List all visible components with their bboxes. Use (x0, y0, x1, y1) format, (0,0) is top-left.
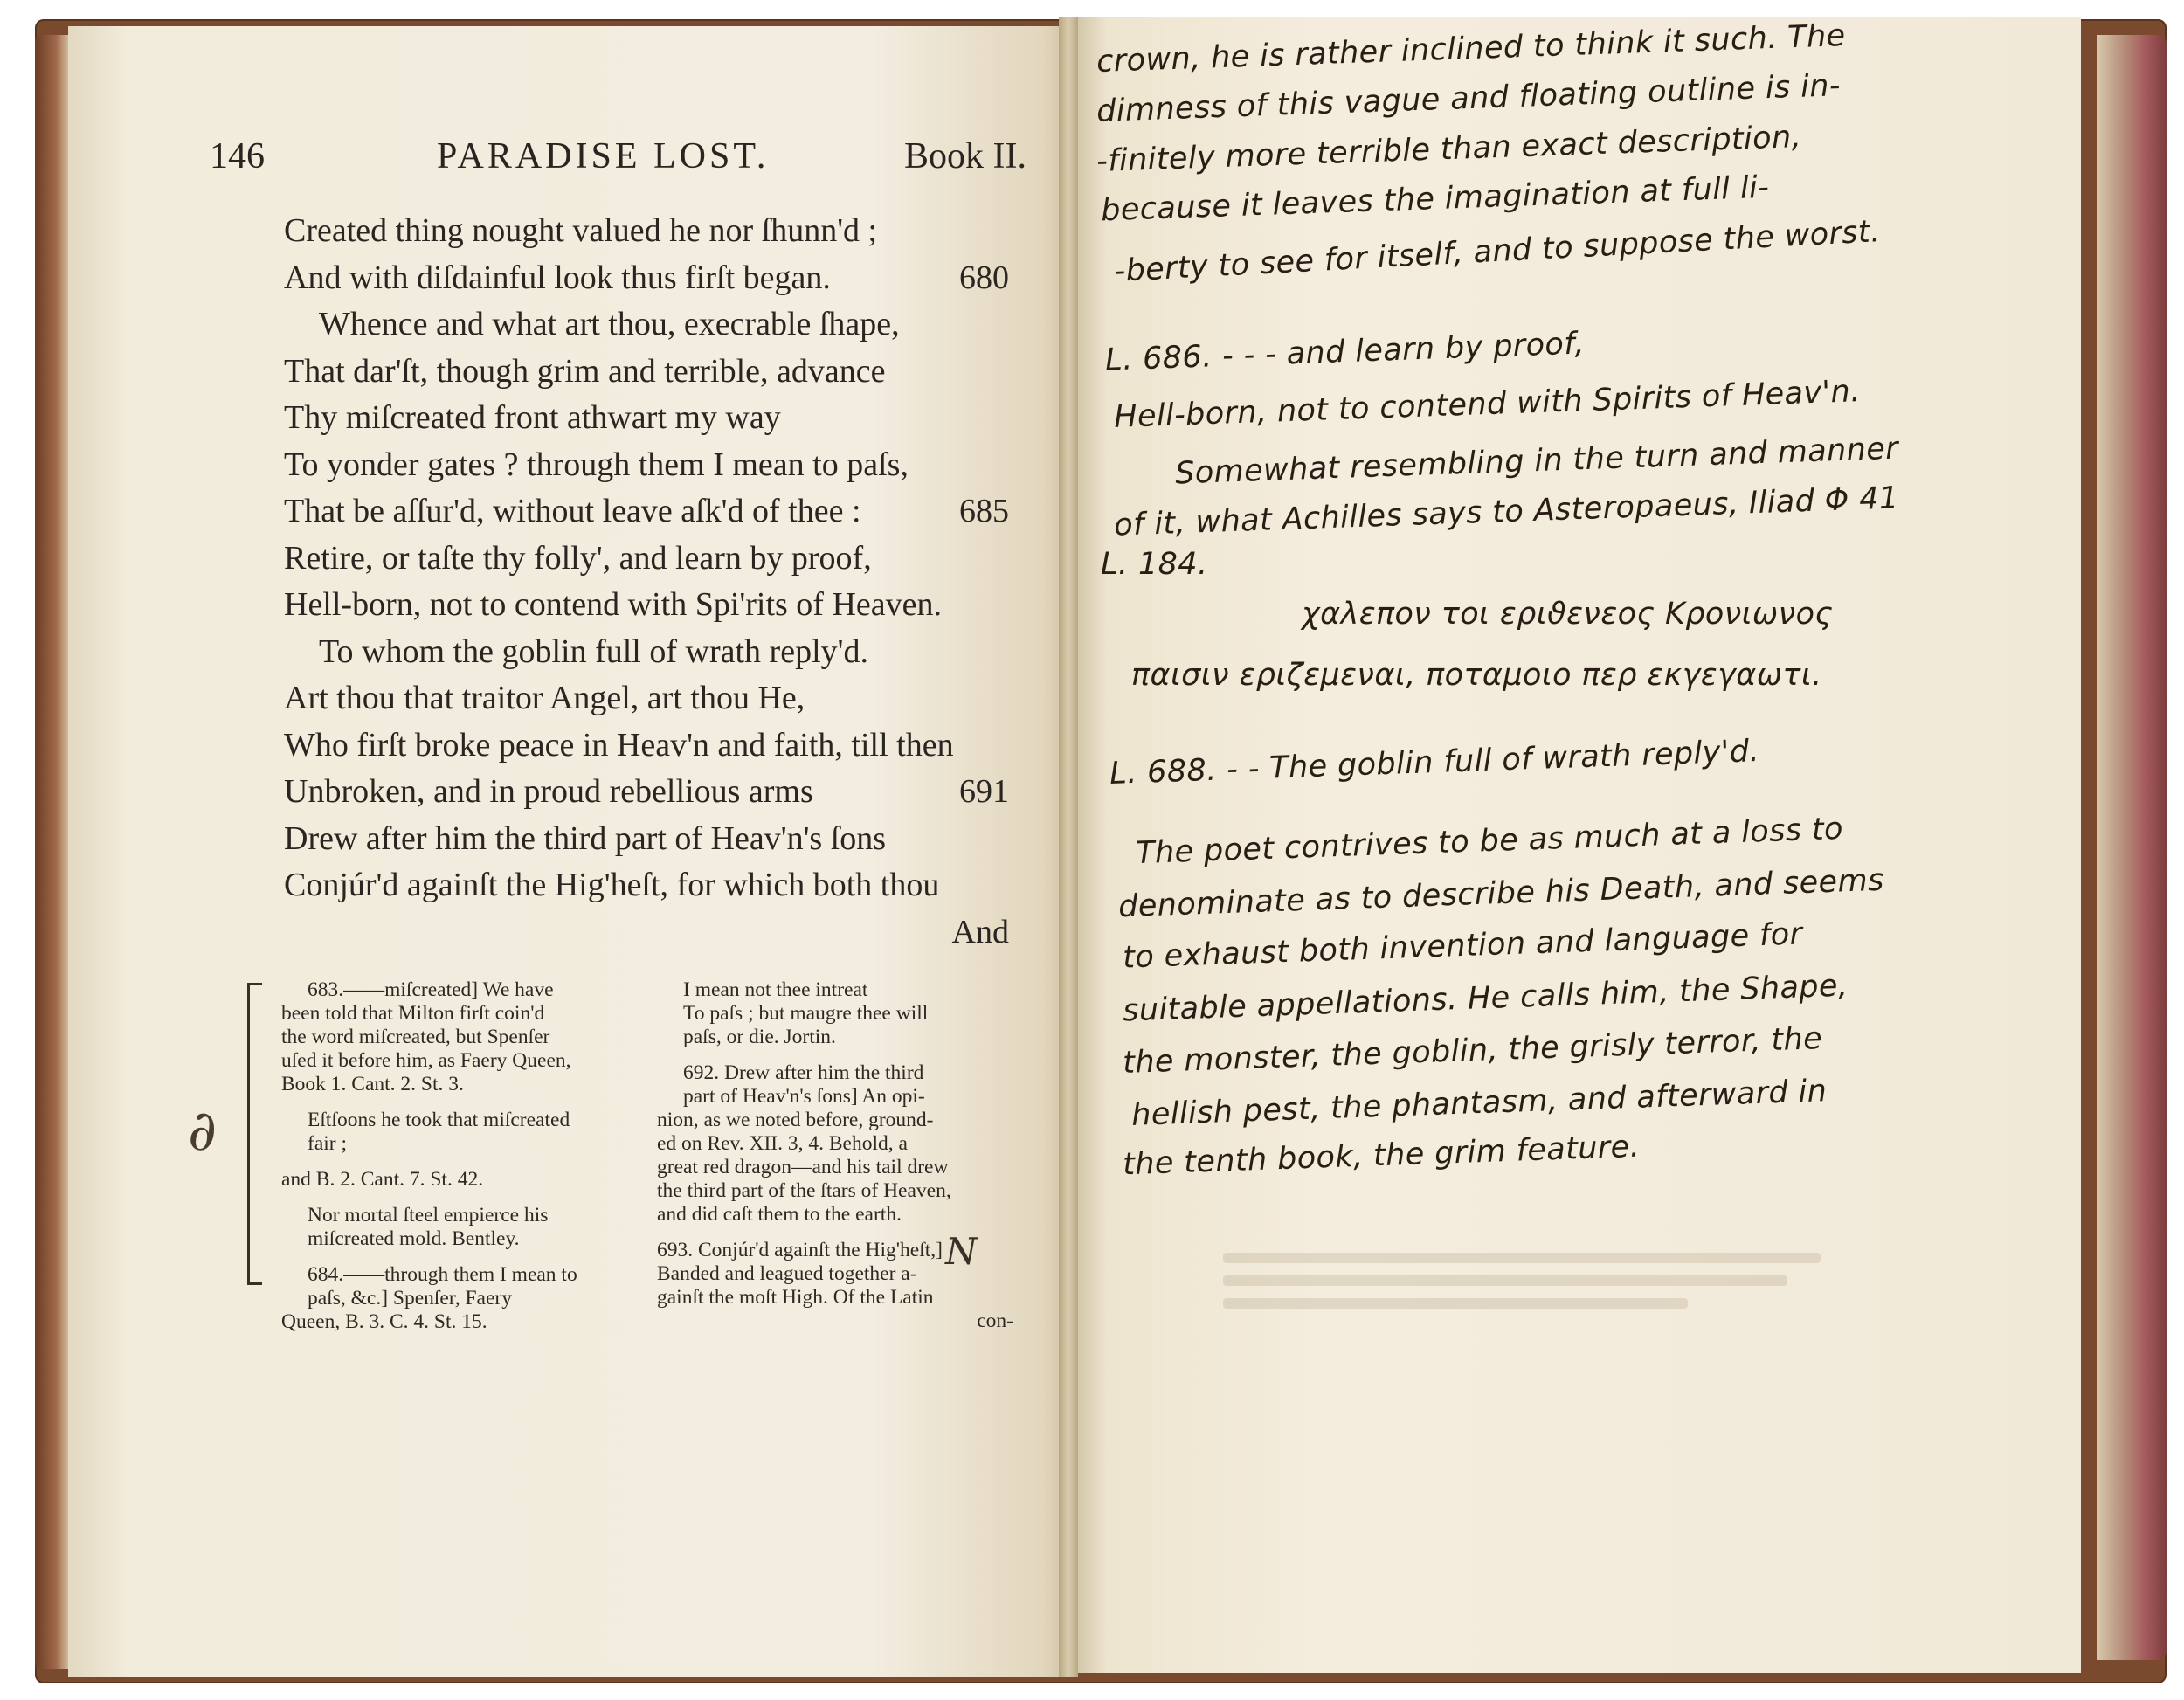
book-gutter (1059, 17, 1078, 1677)
verse-text: To yonder gates ? through them I mean to paſs, (284, 446, 909, 483)
running-title: PARADISE LOST. (437, 136, 770, 176)
handwritten-line: Somewhat resembling in the turn and manner (1174, 431, 1899, 492)
footnote-line: ed on Rev. XII. 3, 4. Behold, a (657, 1132, 908, 1155)
footnote-line: miſcreated mold. Bentley. (308, 1227, 520, 1250)
verse-line (284, 769, 1009, 816)
verse-text: And with diſdainful look thus firſt began. (284, 259, 831, 296)
handwritten-line: dimness of this vague and floating outline is in- (1095, 68, 1842, 129)
footnote-line: the word miſcreated, but Spenſer (281, 1026, 550, 1048)
verse-line (284, 675, 1009, 722)
verse-line (284, 816, 1009, 863)
note-spacer (281, 1156, 638, 1168)
footnote-line: uſed it before him, as Faery Queen, (281, 1049, 571, 1072)
verse-text: Conjúr'd againſt the Hig'heſt, for which both thou (284, 867, 940, 903)
footnote-line: great red dragon—and his tail drew (657, 1156, 949, 1178)
verse-text: Unbroken, and in proud rebellious arms (284, 773, 813, 810)
verse-line (284, 488, 1009, 536)
verse-text: Drew after him the third part of Heav'n's ſons (284, 819, 887, 857)
footnote-line: and B. 2. Cant. 7. St. 42. (281, 1168, 484, 1191)
footnote-line: been told that Milton firſt coin'd (281, 1002, 545, 1025)
verse-text: Who firſt broke peace in Heav'n and faith, till then (284, 726, 954, 764)
pen-mark-n: N (945, 1230, 978, 1273)
verse-line (284, 629, 1009, 676)
footnote-line: Queen, B. 3. C. 4. St. 15. (281, 1310, 487, 1333)
note-spacer (657, 1049, 1013, 1061)
handwritten-line: hellish pest, the phantasm, and afterward in (1130, 1074, 1828, 1133)
running-header (210, 135, 1026, 188)
handwritten-line: of it, what Achilles says to Asteropaeus, Iliad Φ 41 (1113, 480, 1900, 543)
handwritten-line: -berty to see for itself, and to suppose the worst. (1113, 214, 1882, 289)
verse-text: To whom the goblin full of wrath reply'd. (319, 632, 868, 670)
verse-line (284, 208, 1009, 255)
verse-line (284, 301, 1009, 349)
verse-text: And (951, 913, 1009, 950)
handwritten-line: denominate as to describe his Death, and seems (1117, 862, 1885, 925)
line-number: 691 (959, 773, 1009, 810)
verse-line (284, 582, 1009, 629)
handwritten-line: to exhaust both invention and language for (1122, 916, 1804, 976)
verse-line (284, 536, 1009, 583)
page-number: 146 (210, 136, 265, 176)
handwritten-line: because it leaves the imagination at full li- (1100, 169, 1770, 229)
note-spacer (281, 1096, 638, 1109)
footnote-line: 684.——through them I mean to (308, 1263, 577, 1286)
footnotes-column-1 (281, 978, 638, 1334)
book-label: Book II. (904, 136, 1026, 176)
verse-line (284, 395, 1009, 442)
footnote-line: 692. Drew after him the third (683, 1061, 924, 1084)
verse-block (284, 208, 1009, 956)
verse-line (284, 349, 1009, 396)
verse-text: That be aſſur'd, without leave aſk'd of thee : (284, 493, 861, 529)
verse-text: Whence and what art thou, execrable ſhape, (319, 306, 900, 342)
verse-text: Hell-born, not to contend with Spi'rits of Heaven. (284, 586, 942, 623)
footnote-line: fair ; (308, 1132, 348, 1155)
handwritten-line: χαλεπον τοι εριϑενεος Κρονιωνος (1302, 597, 1834, 632)
page-block-edge-right (2097, 35, 2167, 1660)
footnote-line: and did caſt them to the earth. (657, 1203, 902, 1226)
handwritten-line: The poet contrives to be as much at a loss to (1135, 811, 1844, 872)
footnote-line: nion, as we noted before, ground- (657, 1109, 934, 1131)
footnote-line: I mean not thee intreat (683, 978, 868, 1001)
handwritten-line: L. 688. - - The goblin full of wrath reply'd. (1109, 734, 1760, 791)
handwritten-line: the tenth book, the grim feature. (1122, 1129, 1641, 1183)
handwritten-line: the monster, the goblin, the grisly terror, the (1122, 1021, 1823, 1081)
show-through-text (1223, 1240, 1887, 1354)
verse-line (284, 722, 1009, 770)
handwritten-line: suitable appellations. He calls him, the Shape, (1122, 968, 1849, 1029)
verse-text: Thy miſcreated front athwart my way (284, 399, 781, 436)
note-spacer (281, 1251, 638, 1263)
verse-line (284, 255, 1009, 302)
footnote-line: the third part of the ſtars of Heaven, (657, 1179, 951, 1202)
footnote-line: Eſtſoons he took that miſcreated (308, 1109, 570, 1131)
footnotes-column-2 (657, 978, 1013, 1333)
verse-line (284, 442, 1009, 489)
footnote-line: con- (977, 1310, 1013, 1332)
footnote-line: paſs, or die. Jortin. (683, 1026, 836, 1048)
handwritten-line: crown, he is rather inclined to think it such. The (1095, 18, 1847, 79)
line-number: 680 (959, 259, 1009, 296)
handwritten-line: L. 686. - - - and learn by proof, (1104, 326, 1586, 378)
note-spacer (281, 1192, 638, 1204)
footnote-line: Banded and leagued together a- (657, 1262, 917, 1285)
handwritten-line: -finitely more terrible than exact description, (1095, 119, 1802, 180)
margin-pen-mark: ∂ (188, 1099, 218, 1164)
handwritten-line: Hell-born, not to contend with Spirits of Heav'n. (1113, 374, 1862, 435)
handwritten-line: παισιν εριζεμεναι, ποταμοιο περ εκγεγαωτι. (1131, 658, 1822, 693)
verse-line (284, 909, 1009, 957)
verse-text: That dar'ſt, though grim and terrible, advance (284, 352, 886, 390)
cover-edge-left (35, 35, 70, 1669)
footnote-line: gainſt the moſt High. Of the Latin (657, 1286, 934, 1309)
verse-text: Art thou that traitor Angel, art thou He, (284, 680, 805, 716)
verse-text: Created thing nought valued he nor ſhunn'd ; (284, 212, 878, 249)
verse-line (284, 862, 1009, 909)
footnote-line: Nor mortal ſteel empierce his (308, 1204, 549, 1227)
footnote-line: 683.——miſcreated] We have (308, 978, 554, 1001)
verse-text: Retire, or taſte thy folly', and learn by proof, (284, 539, 872, 577)
footnote-line: Book 1. Cant. 2. St. 3. (281, 1073, 464, 1095)
footnote-line: To paſs ; but maugre thee will (683, 1002, 929, 1025)
footnote-line: 693. Conjúr'd againſt the Hig'heſt,] (657, 1239, 943, 1261)
margin-bracket (247, 983, 262, 1285)
line-number: 685 (959, 493, 1009, 529)
handwritten-line: L. 184. (1101, 547, 1208, 582)
footnote-line: paſs, &c.] Spenſer, Faery (308, 1287, 512, 1310)
footnote-line: part of Heav'n's ſons] An opi- (683, 1085, 925, 1108)
